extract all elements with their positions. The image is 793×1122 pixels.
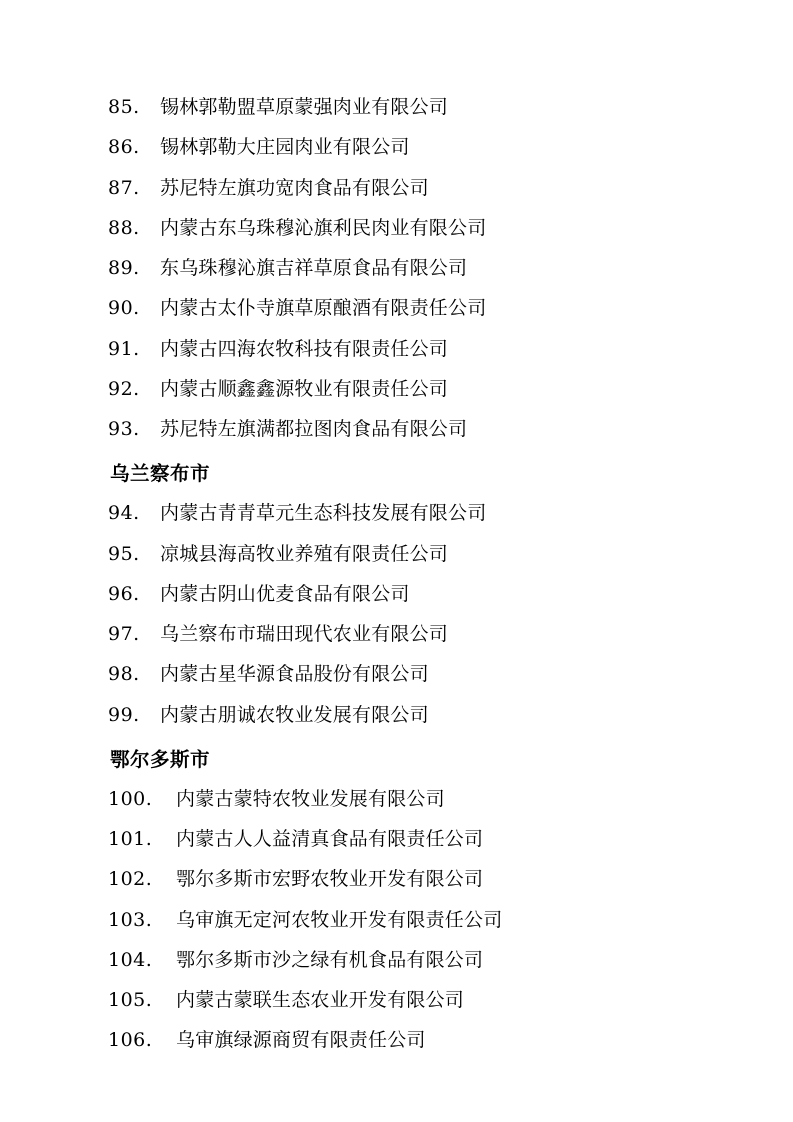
- list-item-number: 92.: [108, 377, 140, 400]
- list-item: [108, 868, 708, 892]
- list-item-text: 乌审旗无定河农牧业开发有限责任公司: [176, 908, 503, 931]
- list-item-text: 鄂尔多斯市宏野农牧业开发有限公司: [176, 868, 484, 891]
- list-item: [108, 663, 708, 687]
- list-item-number: 91.: [108, 337, 140, 360]
- list-item-number: 96.: [108, 582, 140, 605]
- list-item: [108, 704, 708, 728]
- list-item-text: 内蒙古朋诚农牧业发展有限公司: [160, 703, 429, 726]
- list-item-number: 93.: [108, 418, 140, 440]
- list-item-text: 内蒙古阴山优麦食品有限公司: [160, 582, 410, 605]
- list-item-number: 104.: [108, 948, 153, 971]
- list-item-number: 88.: [108, 216, 140, 239]
- section-heading: 乌兰察布市: [110, 462, 211, 486]
- list-item-text: 苏尼特左旗满都拉图肉食品有限公司: [160, 418, 468, 440]
- list-item: [108, 623, 708, 647]
- list-item: [108, 1029, 708, 1053]
- list-item-number: 94.: [108, 502, 140, 525]
- list-item: [108, 177, 708, 201]
- list-item-number: 98.: [108, 663, 140, 686]
- list-item-number: 105.: [108, 989, 153, 1011]
- list-item-text: 苏尼特左旗功宽肉食品有限公司: [160, 176, 429, 199]
- list-item: [108, 949, 708, 973]
- list-item: [108, 828, 708, 852]
- list-item-number: 85.: [108, 96, 140, 118]
- list-item: [108, 502, 708, 526]
- list-item-text: 内蒙古四海农牧科技有限责任公司: [160, 337, 449, 360]
- list-item: [108, 909, 708, 933]
- list-item: [108, 297, 708, 321]
- list-item-text: 内蒙古蒙特农牧业发展有限公司: [176, 787, 445, 810]
- list-item: [108, 136, 708, 160]
- list-item: [108, 378, 708, 402]
- list-item-text: 凉城县海高牧业养殖有限责任公司: [160, 542, 449, 565]
- list-item-number: 101.: [108, 828, 153, 850]
- list-item: [108, 257, 708, 281]
- list-item: [108, 583, 708, 607]
- list-item: [108, 788, 708, 812]
- list-item-number: 95.: [108, 542, 140, 565]
- list-item-text: 鄂尔多斯市沙之绿有机食品有限公司: [176, 948, 484, 971]
- list-item-text: 内蒙古顺鑫鑫源牧业有限责任公司: [160, 377, 449, 400]
- list-item-text: 东乌珠穆沁旗吉祥草原食品有限公司: [160, 257, 468, 279]
- list-item-number: 86.: [108, 136, 140, 159]
- list-item-number: 103.: [108, 908, 153, 931]
- list-item-text: 内蒙古太仆寺旗草原酿酒有限责任公司: [160, 297, 487, 320]
- list-item: [108, 217, 708, 241]
- list-item: [108, 96, 708, 120]
- section-heading: 鄂尔多斯市: [110, 747, 211, 771]
- list-item-text: 锡林郭勒盟草原蒙强肉业有限公司: [160, 96, 449, 118]
- list-item-text: 乌审旗绿源商贸有限责任公司: [176, 1029, 426, 1052]
- list-item-text: 内蒙古青青草元生态科技发展有限公司: [160, 502, 487, 525]
- list-item-text: 内蒙古人人益清真食品有限责任公司: [176, 828, 484, 850]
- list-item-text: 内蒙古蒙联生态农业开发有限公司: [176, 989, 465, 1011]
- list-item-number: 89.: [108, 257, 140, 279]
- list-item-number: 102.: [108, 868, 153, 891]
- list-item: [108, 418, 708, 442]
- list-item-number: 99.: [108, 703, 140, 726]
- company-list: [108, 96, 708, 1053]
- list-item-text: 锡林郭勒大庄园肉业有限公司: [160, 136, 410, 159]
- list-item-text: 内蒙古星华源食品股份有限公司: [160, 663, 429, 686]
- list-item-number: 97.: [108, 623, 140, 645]
- list-item: [108, 338, 708, 362]
- list-item-text: 内蒙古东乌珠穆沁旗利民肉业有限公司: [160, 216, 487, 239]
- list-item-number: 87.: [108, 176, 140, 199]
- list-item: [108, 989, 708, 1013]
- list-item: [108, 543, 708, 567]
- list-item-number: 106.: [108, 1029, 153, 1052]
- list-item-number: 100.: [108, 787, 153, 810]
- list-item-number: 90.: [108, 297, 140, 320]
- list-item-text: 乌兰察布市瑞田现代农业有限公司: [160, 623, 449, 645]
